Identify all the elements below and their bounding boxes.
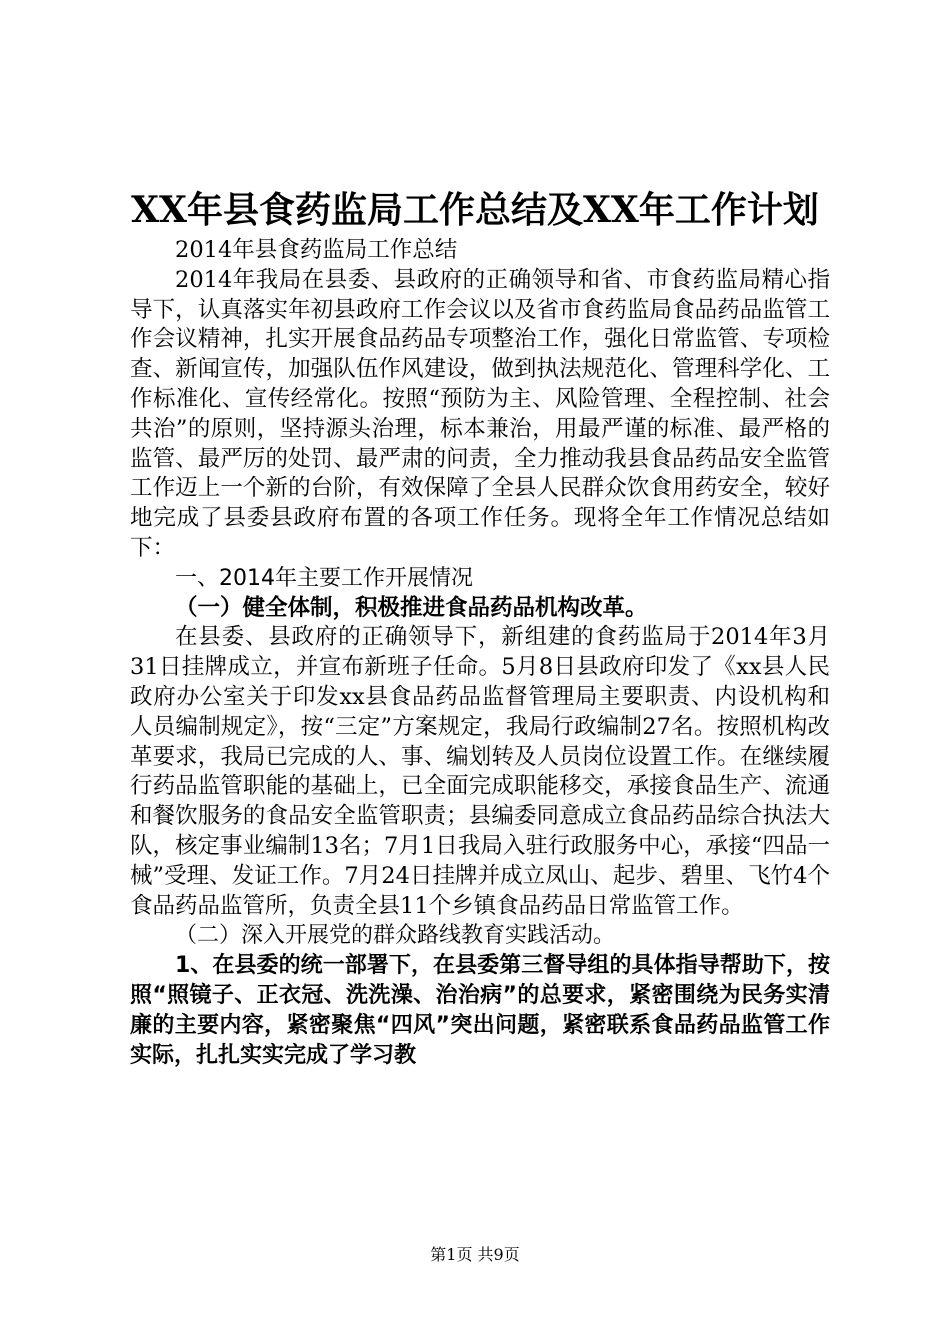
page-footer: 第1页 共9页 — [430, 1245, 520, 1264]
subsection-heading: （二）深入开展党的群众路线教育实践活动。 — [175, 923, 616, 949]
intro-paragraph: 2014年我局在县委、县政府的正确领导和省、市食药监局精心指导下，认真落实年初县政府工作会议以及省市食药监局食品药品监管工作会议精神，扎实开展食品药品专项整治工作，强化日常监管、专项检查、新闻宣传，加强队伍作风建设，做到执法规范化、管理科学化、工作标准化、宣传经常化。按照“预防为主、风险管理、全程控制、社会共治”的原则，坚持源头治理，标本兼治，用最严谨的标准、最严格的监管、最严厉的处罚、最严肃的问责，全力推动我县食品药品安全监管工作迈上一个新的台阶，有效保障了全县人民群众饮食用药安全，较好地完成了县委县政府布置的各项工作任务。现将全年工作情况总结如下： — [130, 266, 830, 561]
subsection-heading: （一）健全体制，积极推进食品药品机构改革。 — [175, 594, 648, 621]
document-body — [130, 236, 830, 1070]
section-heading: 一、2014年主要工作开展情况 — [175, 565, 473, 591]
body-paragraph: 1、在县委的统一部署下，在县委第三督导组的具体指导帮助下，按照“照镜子、正衣冠、洗洗澡、治治病”的总要求，紧密围绕为民务实清廉的主要内容，紧密聚焦“四风”突出问题，紧密联系食品药品监管工作实际，扎扎实实完成了学习教 — [130, 953, 830, 1068]
document-title: XX年县食药监局工作总结及XX年工作计划 — [131, 189, 819, 231]
subtitle-paragraph: 2014年县食药监局工作总结 — [175, 237, 458, 263]
body-paragraph: 在县委、县政府的正确领导下，新组建的食药监局于2014年3月31日挂牌成立，并宣布新班子任命。5月8日县政府印发了《xx县人民政府办公室关于印发xx县食品药品监督管理局主要职责、内设机构和人员编制规定》，按“三定”方案规定，我局行政编制27名。按照机构改革要求，我局已完成的人、事、编划转及人员岗位设置工作。在继续履行药品监管职能的基础上，已全面完成职能移交，承接食品生产、流通和餐饮服务的食品安全监管职责；县编委同意成立食品药品综合执法大队，核定事业编制13名；7月1日我局入驻行政服务中心，承接“四品一械”受理、发证工作。7月24日挂牌并成立凤山、起步、碧里、飞竹4个食品药品监管所，负责全县11个乡镇食品药品日常监管工作。 — [130, 624, 830, 919]
